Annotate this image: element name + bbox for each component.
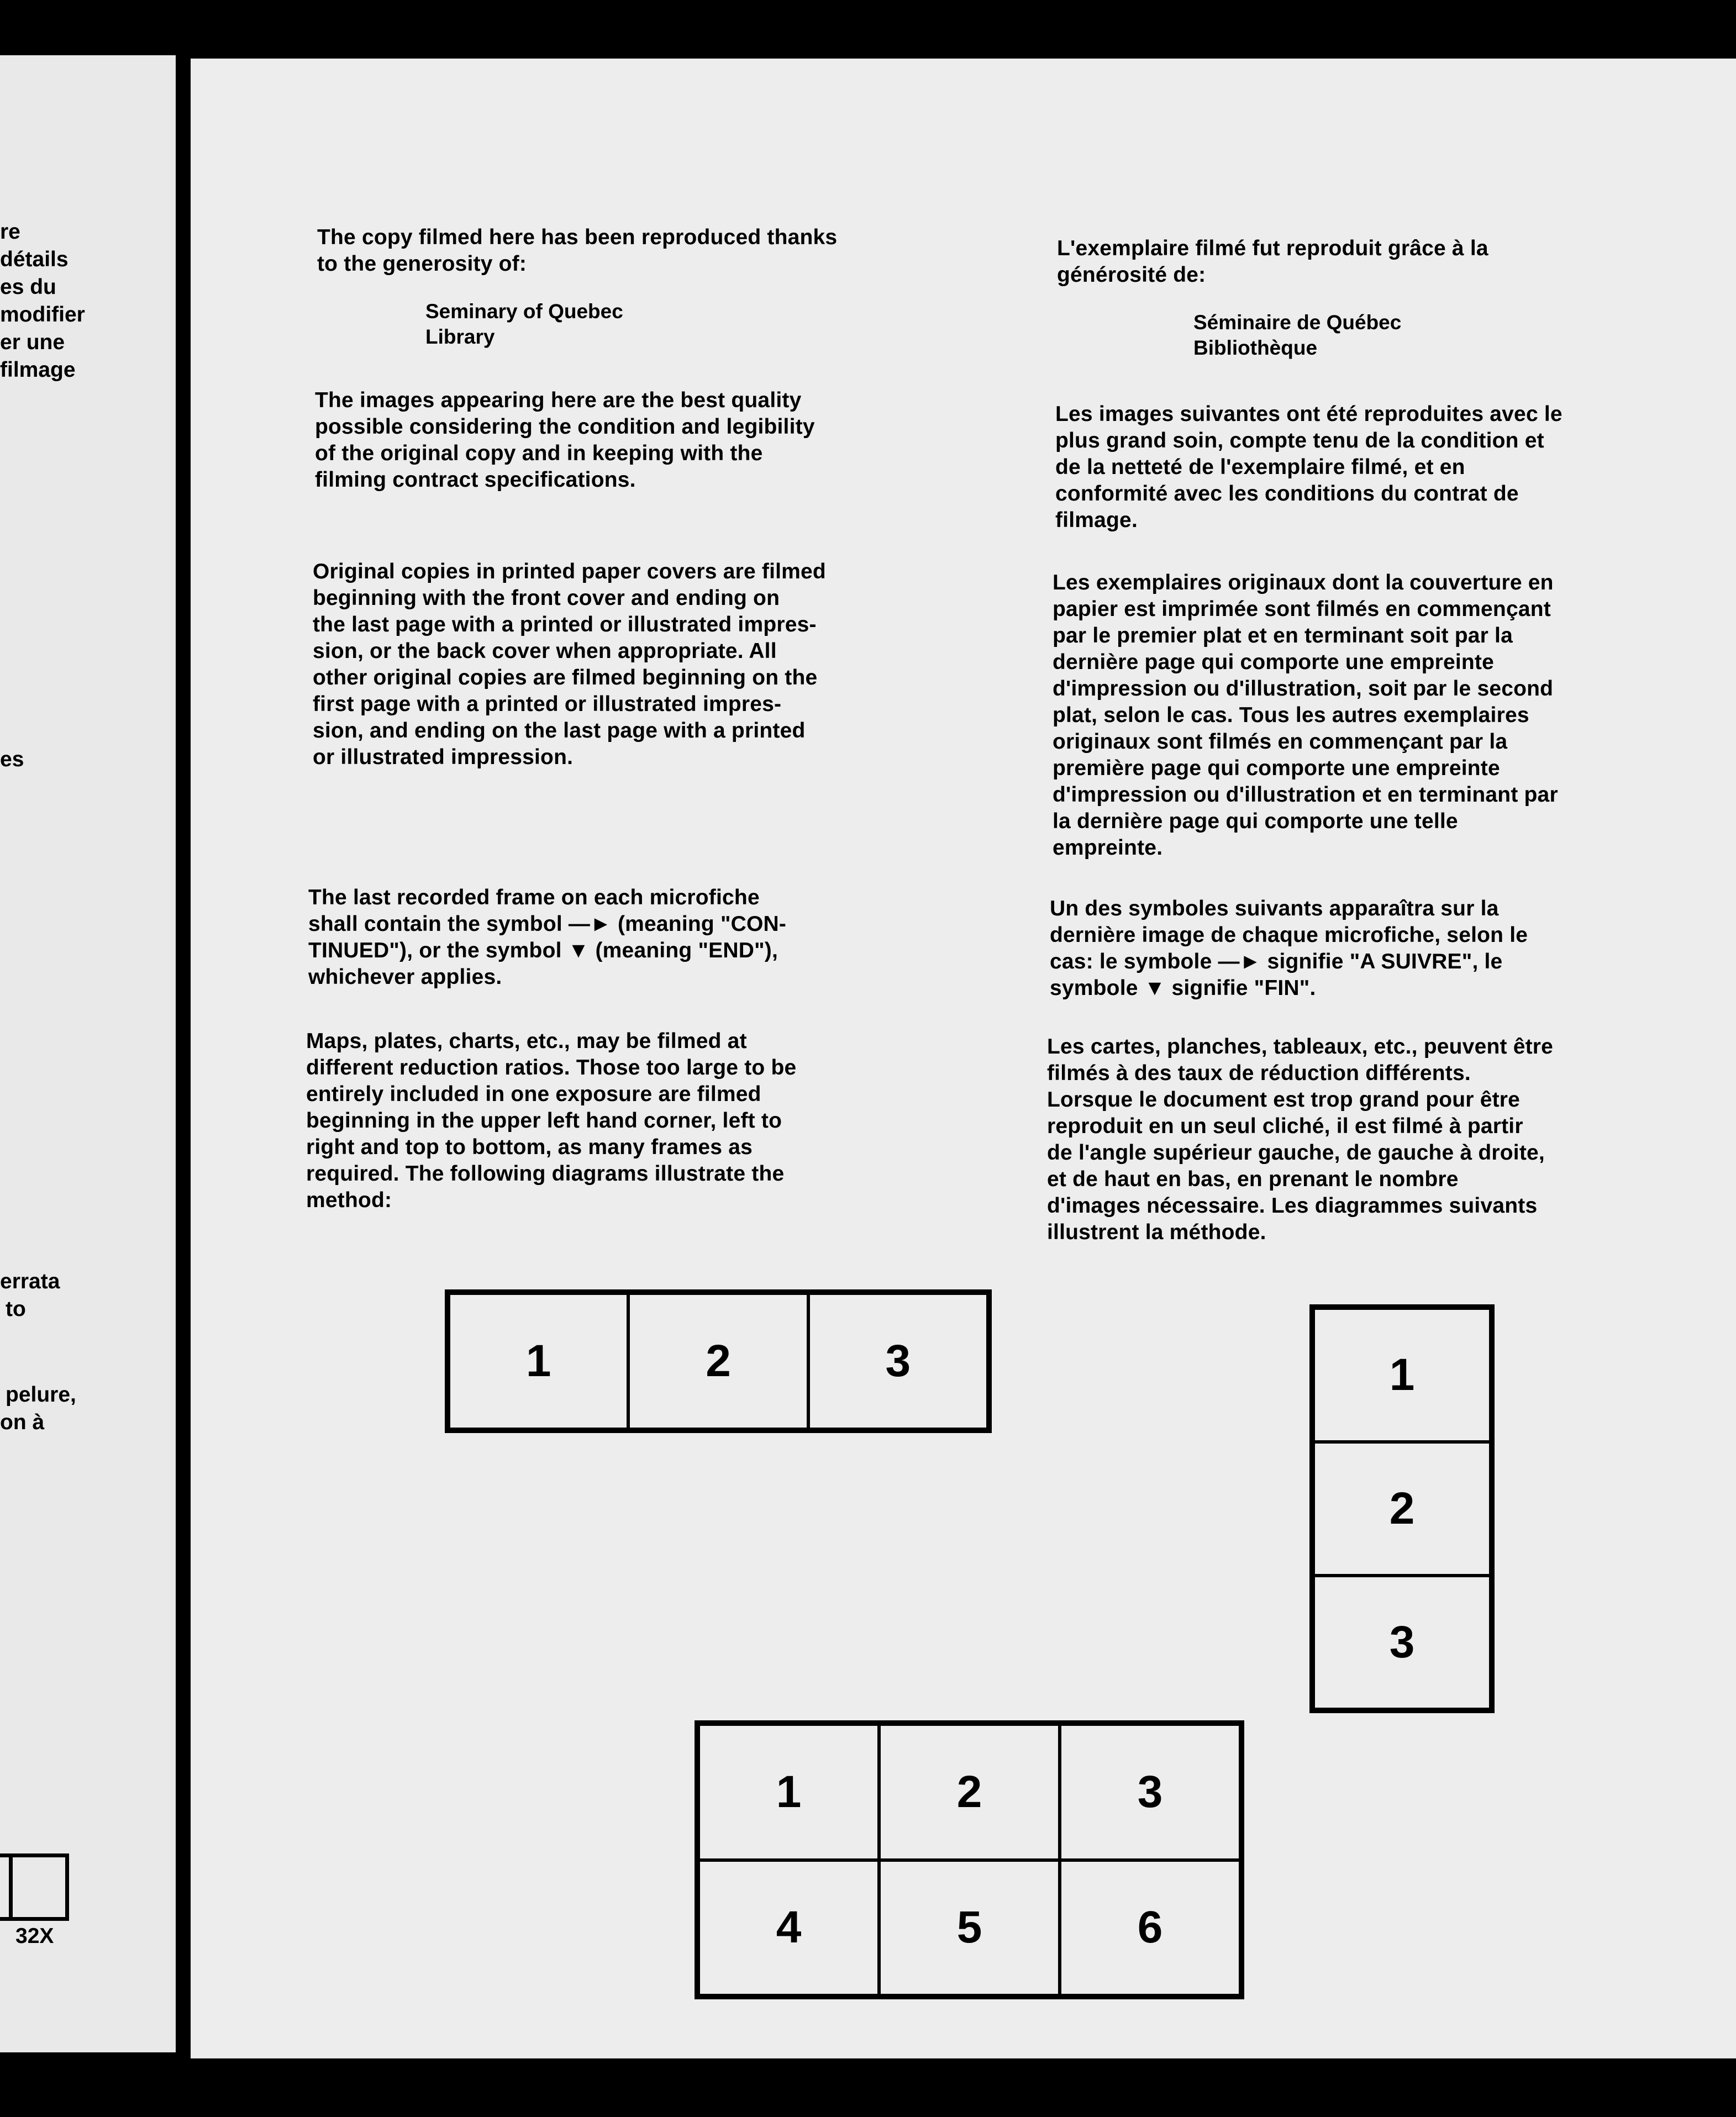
frame-cell: 3 (1060, 1724, 1240, 1860)
left-fragment: re (0, 220, 20, 244)
frame-cell: 4 (698, 1860, 879, 1996)
english-institution: Seminary of Quebec Library (425, 300, 623, 348)
french-institution: Séminaire de Québec Bibliothèque (1193, 311, 1402, 359)
left-fragment: errata (0, 1270, 60, 1293)
english-symbols-note: The last recorded frame on each microfiche shall contain the symbol —► (meaning "CON- TINUED"), or the symbol ▼ (meaning "END"), whichever applies. (308, 886, 787, 989)
left-fragment: es (0, 747, 24, 771)
diagram-horizontal (445, 1289, 992, 1433)
french-symbols-note: Un des symboles suivants apparaîtra sur la dernière image de chaque microfiche, selon le cas: le symbole —► signifie "A SUIVRE", le symbole ▼ signifie "FIN". (1050, 897, 1528, 1000)
frame-cell: 3 (1313, 1576, 1491, 1709)
frame-cell: 2 (879, 1724, 1060, 1860)
french-acknowledgement: L'exemplaire filmé fut reproduit grâce à la générosité de: (1057, 236, 1488, 287)
frame-cell: 2 (628, 1293, 808, 1429)
frame-cell: 1 (449, 1293, 628, 1429)
english-maps-note: Maps, plates, charts, etc., may be filmed at different reduction ratios. Those too large to be entirely included in one exposure are filmed beginning in the upper left hand corner, left to right and top to bottom, as many frames as required. The following diagrams illustrate the method: (306, 1029, 797, 1212)
left-fragment: er une (0, 330, 65, 354)
french-quality-note: Les images suivantes ont été reproduites avec le plus grand soin, compte tenu de la condition et de la netteté de l'exemplaire filmé, et en conformité avec les conditions du contrat de filmage. (1055, 402, 1563, 532)
left-fragment: modifier (0, 303, 85, 326)
french-maps-note: Les cartes, planches, tableaux, etc., peuvent être filmés à des taux de réduction différents. Lorsque le document est trop grand pour être reproduit en un seul cliché, il est filmé à partir de l'angle supérieur gauche, de gauche à droite, et de haut en bas, en prenant le nombre d'images nécessaire. Les diagrammes suivants illustrent la méthode. (1047, 1035, 1554, 1244)
english-acknowledgement: The copy filmed here has been reproduced thanks to the generosity of: (317, 225, 838, 276)
frame-cell: 5 (879, 1860, 1060, 1996)
english-quality-note: The images appearing here are the best quality possible considering the condition and legibility of the original copy and in keeping with the filming contract specifications. (315, 388, 815, 492)
left-fragment: on à (0, 1410, 45, 1434)
english-covers-note: Original copies in printed paper covers are filmed beginning with the front cover and ending on the last page with a printed or illustrated impres- sion, or the back cover when appropriate. All other original copies are filmed beginning on the first page with a printed or illustrated impres- sion, and ending on the last page with a printed or illustrated impression. (313, 560, 826, 769)
frame-cell: 2 (1313, 1442, 1491, 1576)
left-fragment: détails (0, 247, 69, 271)
target-page (191, 59, 1736, 2058)
french-covers-note: Les exemplaires originaux dont la couverture en papier est imprimée sont filmés en commençant par le premier plat et en terminant soit par la dernière page qui comporte une empreinte d'impression ou d'illustration, soit par le second plat, selon le cas. Tous les autres exemplaires originaux sont filmés en commençant par la première page qui comporte une empreinte d'impression ou d'illustration et en terminant par la dernière page qui comporte une telle empreinte. (1053, 571, 1558, 860)
left-fragment: pelure, (6, 1383, 76, 1407)
frame-cell: 1 (1313, 1308, 1491, 1442)
diagram-vertical (1309, 1304, 1495, 1713)
diagram-grid (695, 1720, 1244, 1999)
left-partial-page (0, 55, 176, 2052)
left-fragment: es du (0, 275, 56, 299)
reduction-box-divider (9, 1853, 13, 1921)
left-fragment: filmage (0, 358, 76, 382)
frame-cell: 1 (698, 1724, 879, 1860)
frame-cell: 3 (808, 1293, 988, 1429)
reduction-label: 32X (15, 1924, 54, 1948)
left-fragment: to (6, 1297, 26, 1321)
frame-cell: 6 (1060, 1860, 1240, 1996)
